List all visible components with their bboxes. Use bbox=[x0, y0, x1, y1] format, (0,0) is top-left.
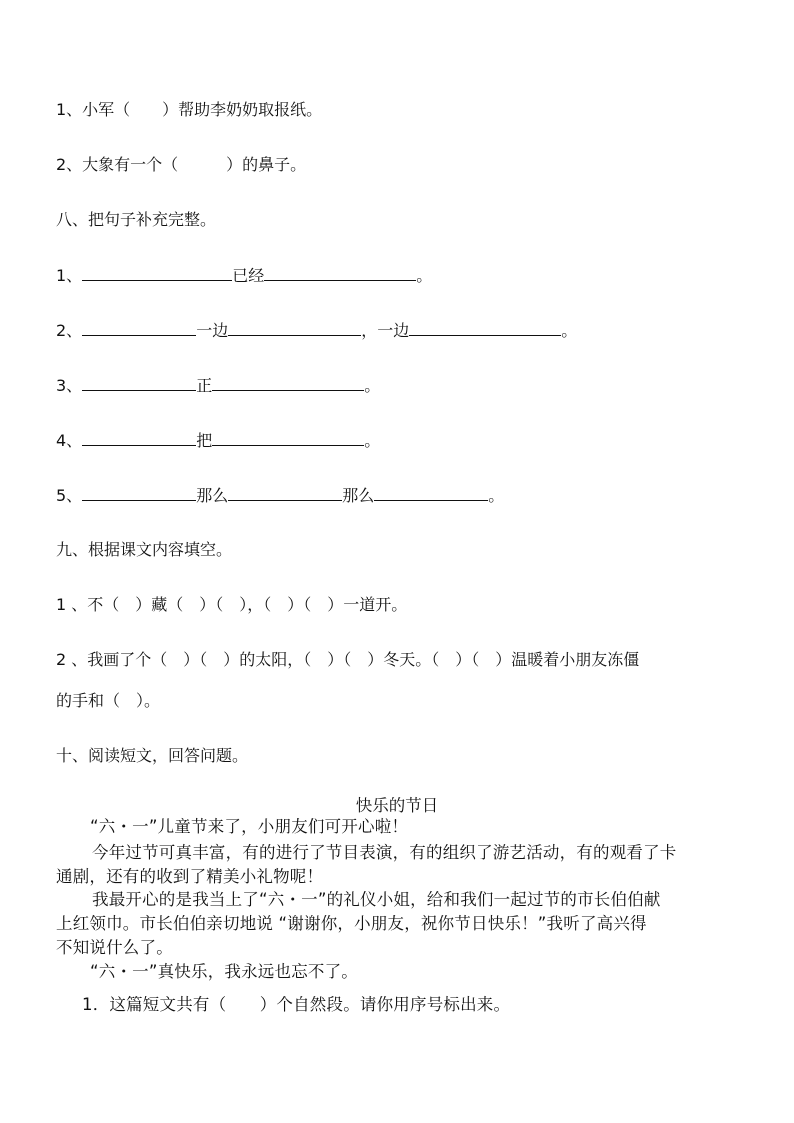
passage-p4: “六・一”真快乐，我永远也忘不了。 bbox=[90, 962, 358, 981]
answer-blank[interactable] bbox=[82, 321, 196, 336]
answer-blank[interactable] bbox=[264, 266, 416, 281]
s8-4 bbox=[56, 431, 380, 451]
s8-4-end: 。 bbox=[364, 431, 381, 450]
s8-3-word: 正 bbox=[196, 376, 213, 395]
s8-1-num: 1、 bbox=[56, 266, 83, 285]
s8-2-num: 2、 bbox=[56, 321, 83, 340]
s8-2 bbox=[56, 321, 577, 341]
s8-5-num: 5、 bbox=[56, 486, 83, 505]
passage-title: 快乐的节日 bbox=[355, 796, 439, 815]
s8-3-end: 。 bbox=[364, 376, 381, 395]
s8-3 bbox=[56, 376, 380, 396]
s8-2-word2: ，一边 bbox=[361, 321, 410, 340]
section-8-heading: 八、把句子补充完整。 bbox=[56, 210, 217, 229]
passage-p3-line1: 我最开心的是我当上了“六・一”的礼仪小姐，给和我们一起过节的市长伯伯献 bbox=[92, 890, 661, 909]
s8-2-end: 。 bbox=[561, 321, 578, 340]
answer-blank[interactable] bbox=[82, 486, 196, 501]
q9-1: 1 、不（ ）藏（ ）（ ），（ ）（ ）一道开。 bbox=[56, 595, 408, 614]
passage-p1: “六・一”儿童节来了，小朋友们可开心啦！ bbox=[90, 817, 409, 836]
passage-p3-line2: 上红领巾。市长伯伯亲切地说 “谢谢你，小朋友，祝你节日快乐！”我听了高兴得 bbox=[56, 914, 647, 933]
answer-blank[interactable] bbox=[409, 321, 561, 336]
s8-5-word1: 那么 bbox=[196, 486, 229, 505]
answer-blank[interactable] bbox=[212, 376, 364, 391]
passage-p2-line2: 通剧，还有的收到了精美小礼物呢！ bbox=[56, 867, 324, 886]
s8-1 bbox=[56, 266, 432, 286]
s8-4-word: 把 bbox=[196, 431, 213, 450]
answer-blank[interactable] bbox=[82, 431, 196, 446]
s8-1-end: 。 bbox=[416, 266, 433, 285]
answer-blank[interactable] bbox=[82, 266, 232, 281]
s8-5 bbox=[56, 486, 504, 506]
s8-5-word2: 那么 bbox=[342, 486, 375, 505]
s8-1-word: 已经 bbox=[232, 266, 265, 285]
q9-2-line1: 2 、我画了个（ ）（ ）的太阳，（ ）（ ）冬天。（ ）（ ）温暖着小朋友冻僵 bbox=[56, 650, 640, 669]
q10-1: 1．这篇短文共有（ ）个自然段。请你用序号标出来。 bbox=[82, 995, 511, 1014]
answer-blank[interactable] bbox=[374, 486, 488, 501]
q7-2: 2、大象有一个（ ）的鼻子。 bbox=[56, 155, 307, 174]
section-10-heading: 十、阅读短文，回答问题。 bbox=[56, 746, 249, 765]
answer-blank[interactable] bbox=[228, 486, 342, 501]
answer-blank[interactable] bbox=[212, 431, 364, 446]
s8-3-num: 3、 bbox=[56, 376, 83, 395]
answer-blank[interactable] bbox=[228, 321, 361, 336]
answer-blank[interactable] bbox=[82, 376, 196, 391]
passage-p3-line3: 不知说什么了。 bbox=[56, 938, 173, 957]
s8-2-word1: 一边 bbox=[196, 321, 229, 340]
s8-4-num: 4、 bbox=[56, 431, 83, 450]
section-9-heading: 九、根据课文内容填空。 bbox=[56, 540, 233, 559]
q9-2-line2: 的手和（ ）。 bbox=[56, 691, 161, 710]
q7-1: 1、小军（ ）帮助李奶奶取报纸。 bbox=[56, 100, 323, 119]
passage-p2-line1: 今年过节可真丰富，有的进行了节目表演，有的组织了游艺活动，有的观看了卡 bbox=[92, 843, 677, 862]
s8-5-end: 。 bbox=[488, 486, 505, 505]
